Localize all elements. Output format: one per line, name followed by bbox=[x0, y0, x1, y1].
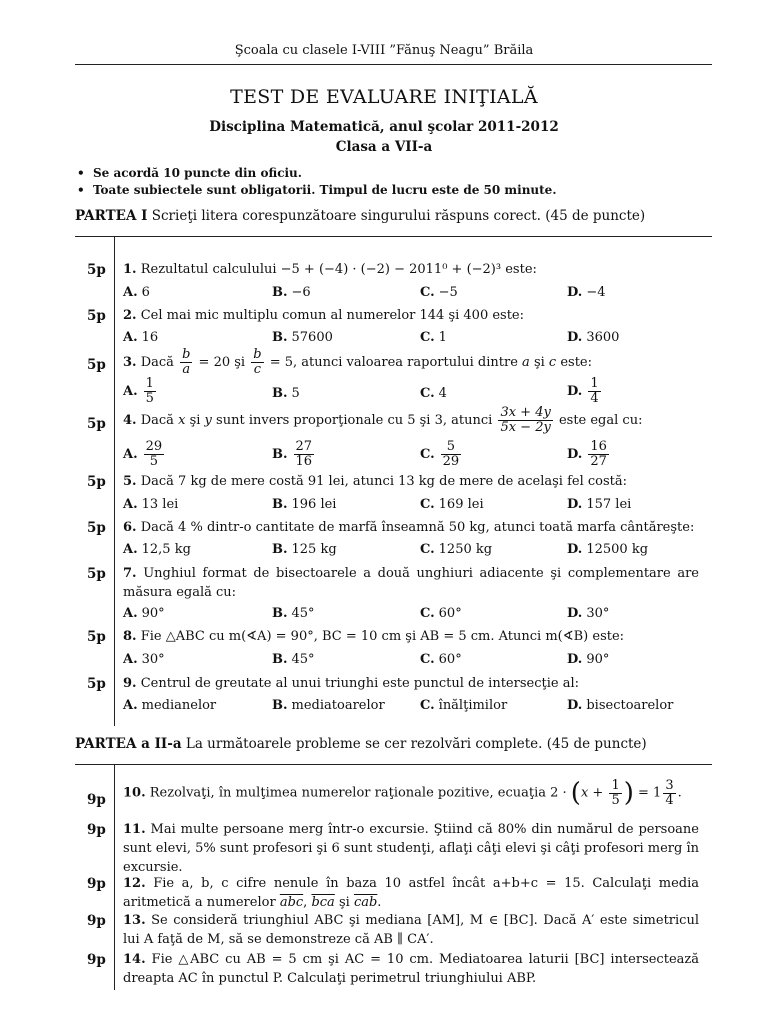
question-1: 1. Rezultatul calculului −5 + (−4) · (−2) − 2011⁰ + (−2)³ este: bbox=[123, 262, 537, 277]
q8-option-d: D. 90° bbox=[567, 652, 610, 667]
question-11: 11. Mai multe persoane merg într-o excursie. Ştiind că 80% din numărul de persoane sunt elevi, 5% sunt profesori şi 6 sunt studenţi, aflaţi câţi elevi şi câţi profesori merg în excursie. bbox=[123, 822, 699, 875]
q4-option-d: D. $\frac{16}{27}$ bbox=[567, 439, 607, 469]
subject-line: Disciplina Matematică, anul şcolar 2011-2012 bbox=[209, 119, 559, 135]
q2-option-c: C. 1 bbox=[420, 330, 447, 345]
q9-option-b: B. mediatoarelor bbox=[272, 698, 385, 713]
q7-option-b: B. 45° bbox=[272, 606, 315, 621]
q4-option-a: A. $\frac{29}{5}$ bbox=[123, 439, 163, 469]
part1-heading: PARTEA I Scrieţi litera corespunzătoare singurului răspuns corect. (45 de puncte) bbox=[75, 208, 646, 224]
question-14: 14. Fie △ABC cu AB = 5 cm şi AC = 10 cm. Mediatoarea laturii [BC] intersectează dreapta AC în punctul P. Calculaţi perimetrul triunghiului ABP. bbox=[123, 952, 699, 986]
question-7: 7. Unghiul format de bisectoarele a două unghiuri adiacente şi complementare are măsura egală cu: bbox=[123, 566, 699, 600]
question-13: 13. Se consideră triunghiul ABC şi mediana [AM], M ∈ [BC]. Dacă A′ este simetricul lui A faţă de M, să se demonstreze că AB ∥ CA′. bbox=[123, 913, 699, 947]
question-6: 6. Dacă 4 % dintr-o cantitate de marfă înseamnă 50 kg, atunci toată marfa cântăreşte: bbox=[123, 520, 695, 535]
q1-option-c: C. −5 bbox=[420, 285, 458, 300]
q2-option-b: B. 57600 bbox=[272, 330, 333, 345]
q2-option-d: D. 3600 bbox=[567, 330, 620, 345]
points-label: 5p bbox=[87, 520, 106, 536]
q6-option-c: C. 1250 kg bbox=[420, 542, 493, 557]
q9-option-d: D. bisectoarelor bbox=[567, 698, 674, 713]
question-5: 5. Dacă 7 kg de mere costă 91 lei, atunci 13 kg de mere de acelaşi fel costă: bbox=[123, 474, 628, 489]
q3-option-a: A. $\frac{1}{5}$ bbox=[123, 376, 154, 406]
q3-option-d: D. $\frac{1}{4}$ bbox=[567, 376, 599, 406]
q8-option-b: B. 45° bbox=[272, 652, 315, 667]
part1-margin-line bbox=[114, 236, 115, 726]
q9-option-a: A. medianelor bbox=[123, 698, 217, 713]
points-label: 9p bbox=[87, 913, 106, 929]
question-10: 10. Rezolvaţi, în mulţimea numerelor raţionale pozitive, ecuaţia 2 · (x + $\frac{1}{5}$ ) = 1 $\frac{3}{4}$ . bbox=[123, 777, 682, 808]
q2-option-a: A. 16 bbox=[123, 330, 159, 345]
q7-option-a: A. 90° bbox=[123, 606, 165, 621]
q7-option-d: D. 30° bbox=[567, 606, 610, 621]
points-label: 9p bbox=[87, 822, 106, 838]
q6-option-b: B. 125 kg bbox=[272, 542, 337, 557]
part2-divider bbox=[75, 764, 712, 765]
points-label: 9p bbox=[87, 876, 106, 892]
points-label: 5p bbox=[87, 629, 106, 645]
points-label: 5p bbox=[87, 566, 106, 582]
note-item: • Toate subiectele sunt obligatorii. Timpul de lucru este de 50 minute. bbox=[77, 183, 557, 197]
q3-option-c: C. 4 bbox=[420, 386, 447, 401]
part1-divider bbox=[75, 236, 712, 237]
school-name: Şcoala cu clasele I-VIII ”Fănuş Neagu” Brăila bbox=[234, 43, 534, 58]
q5-option-a: A. 13 lei bbox=[123, 497, 179, 512]
points-label: 9p bbox=[87, 792, 106, 808]
grade-line: Clasa a VII-a bbox=[335, 139, 433, 155]
q5-option-b: B. 196 lei bbox=[272, 497, 337, 512]
part2-heading: PARTEA a II-a La următoarele probleme se cer rezolvări complete. (45 de puncte) bbox=[75, 736, 647, 752]
q1-option-d: D. −4 bbox=[567, 285, 606, 300]
q3-option-b: B. 5 bbox=[272, 386, 300, 401]
q7-option-c: C. 60° bbox=[420, 606, 462, 621]
question-9: 9. Centrul de greutate al unui triunghi este punctul de intersecţie al: bbox=[123, 676, 579, 691]
points-label: 5p bbox=[87, 474, 106, 490]
header-divider bbox=[75, 64, 712, 65]
q4-option-c: C. $\frac{5}{29}$ bbox=[420, 439, 460, 469]
q4-option-b: B. $\frac{27}{16}$ bbox=[272, 439, 313, 469]
question-2: 2. Cel mai mic multiplu comun al numerelor 144 şi 400 este: bbox=[123, 308, 525, 323]
question-3: 3. Dacă $\frac{b}{a}$ = 20 şi $\frac{b}{c}$ = 5, atunci valoarea raportului dintre a şi c este: bbox=[123, 347, 593, 377]
q1-option-b: B. −6 bbox=[272, 285, 311, 300]
part2-margin-line bbox=[114, 764, 115, 990]
q5-option-c: C. 169 lei bbox=[420, 497, 484, 512]
q6-option-d: D. 12500 kg bbox=[567, 542, 649, 557]
q9-option-c: C. înălţimilor bbox=[420, 698, 508, 713]
question-12: 12. Fie a, b, c cifre nenule în baza 10 astfel încât a+b+c = 15. Calculaţi media aritmetică a numerelor $\overline{abc}$, $\overline{bca}$ şi $\overline{cab}$. bbox=[123, 876, 699, 910]
points-label: 9p bbox=[87, 952, 106, 968]
points-label: 5p bbox=[87, 308, 106, 324]
note-item: • Se acordă 10 puncte din oficiu. bbox=[77, 166, 302, 180]
q8-option-a: A. 30° bbox=[123, 652, 165, 667]
q1-option-a: A. 6 bbox=[123, 285, 150, 300]
points-label: 5p bbox=[87, 262, 106, 278]
q6-option-a: A. 12,5 kg bbox=[123, 542, 191, 557]
question-4: 4. Dacă x şi y sunt invers proporţionale cu 5 şi 3, atunci $\frac{3x + 4y}{5x - 2y}$ este egal cu: bbox=[123, 405, 643, 435]
points-label: 5p bbox=[87, 357, 106, 373]
points-label: 5p bbox=[87, 676, 106, 692]
question-8: 8. Fie △ABC cu m(∢A) = 90°, BC = 10 cm şi AB = 5 cm. Atunci m(∢B) este: bbox=[123, 629, 625, 644]
q5-option-d: D. 157 lei bbox=[567, 497, 632, 512]
page-title: TEST DE EVALUARE INIŢIALĂ bbox=[230, 86, 538, 108]
q8-option-c: C. 60° bbox=[420, 652, 462, 667]
points-label: 5p bbox=[87, 416, 106, 432]
